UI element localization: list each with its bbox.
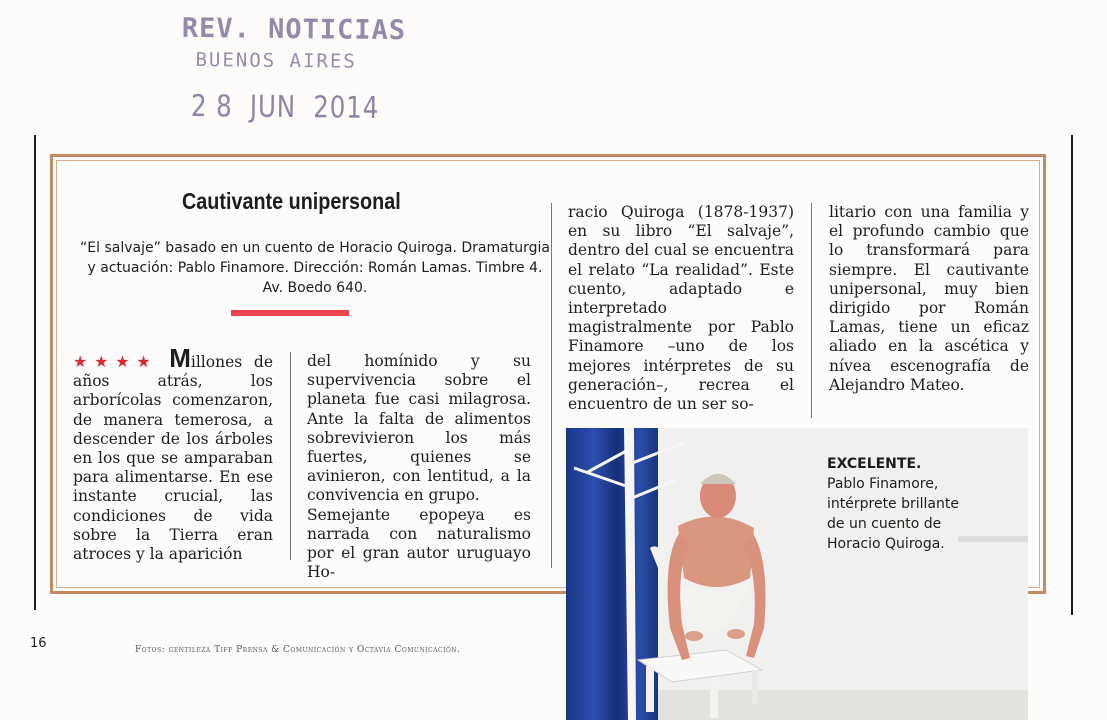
rating-stars: ★★★★ [73,352,158,371]
photo-credit: Fotos: gentileza Tiff Prensa & Comunicación y Octavia Comunicación. [135,645,461,655]
article-column-3 [568,203,794,414]
column-2-paragraph-1: del homínido y su supervivencia sobre el planeta fue casi milagrosa. Ante la falta de alimentos sobrevivieron los más fuertes, quienes se avinieron, con lentitud, a la convivencia en grupo. [307,352,531,505]
archive-stamp [170,12,410,126]
column-3-text: racio Quiroga (1878-1937) en su libro “El salvaje”, dentro del cual se encuentra el relato “La realidad”. Este cuento, adaptado e interpretado magistralmente por Pablo Finamore –uno de los mejores intérpretes de su generación–, recrea el encuentro de un ser so- [568,203,794,414]
page-number: 16 [30,636,47,651]
article-headline: Cautivante unipersonal [182,188,401,214]
page-margin-rule-left [34,135,36,610]
accent-bar [231,310,349,316]
caption-title: EXCELENTE. [827,456,922,472]
column-2-paragraph-2: Semejante epopeya es narrada con naturalismo por el gran autor uruguayo Ho- [307,505,531,582]
stamp-date: 2 8 JUN 2014 [190,88,380,126]
article-column-4 [829,203,1029,395]
column-divider [290,352,291,560]
article-column-2 [307,352,531,582]
show-credits: “El salvaje” basado en un cuento de Horacio Quiroga. Dramaturgia y actuación: Pablo Finamore. Dirección: Román Lamas. Timbre 4. Av. Boedo 640. [80,240,550,296]
article-column-1 [73,343,274,564]
column-1-text: illones de años atrás, los arborícolas comenzaron, de manera temerosa, a descender de los árboles en los que se amparaban para alimentarse. En ese instante crucial, las condiciones de vida sobre la Tierra eran atroces y la aparición [73,353,274,564]
caption-text: Pablo Finamore, intérprete brillante de un cuento de Horacio Quiroga. [827,476,959,552]
column-divider [811,203,812,418]
photo-caption [827,454,977,554]
stamp-publication: REV. NOTICIAS [181,12,407,47]
column-4-text: litario con una familia y el profundo cambio que lo transformará para siempre. El cautivante unipersonal, muy bien dirigido por Román Lamas, tiene un eficaz aliado en la ascética y nívea escenografía de Alejandro Mateo. [829,203,1029,394]
column-divider [551,203,552,568]
stamp-city: BUENOS AIRES [195,49,357,73]
drop-cap: M [169,343,191,373]
page-margin-rule-right [1071,135,1073,615]
